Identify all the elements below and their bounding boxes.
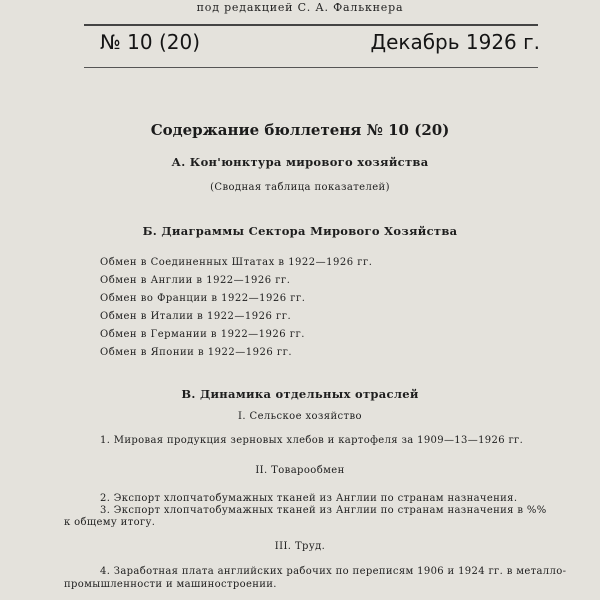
toc-item-3-continuation: к общему итогу. [64,517,156,528]
subsection-trade-title: II. Товарообмен [255,465,345,476]
section-b-title: Б. Диаграммы Сектора Мирового Хозяйства [142,224,458,238]
toc-title: Содержание бюллетеня № 10 (20) [150,121,450,139]
subsection-agriculture-title: I. Сельское хозяйство [238,411,362,422]
section-v-title: В. Динамика отдельных отраслей [181,387,419,401]
list-item: Обмен в Германии в 1922—1926 гг. [100,329,305,340]
section-a-note: (Сводная таблица показателей) [210,182,390,193]
list-item: Обмен во Франции в 1922—1926 гг. [100,293,306,304]
editor-line: под редакцией С. А. Фалькнера [196,1,404,14]
header-rule-top [84,24,538,26]
issue-number: № 10 (20) [100,30,201,54]
subsection-labor-title: III. Труд. [274,541,326,552]
section-a-title: А. Кон'юнктура мирового хозяйства [171,155,429,169]
toc-item-4-continuation: промышленности и машиностроении. [64,579,277,590]
toc-item-1: 1. Мировая продукция зерновых хлебов и картофеля за 1909—13—1926 гг. [100,435,524,446]
issue-date: Декабрь 1926 г. [370,30,540,54]
section-b-list [100,254,372,362]
toc-item-2: 2. Экспорт хлопчатобумажных тканей из Англии по странам назначения. [100,493,518,504]
toc-item-4: 4. Заработная плата английских рабочих по переписям 1906 и 1924 гг. в металло- [100,566,567,577]
list-item: Обмен в Италии в 1922—1926 гг. [100,311,292,322]
list-item: Обмен в Японии в 1922—1926 гг. [100,347,293,358]
issue-row [100,30,540,62]
toc-item-3: 3. Экспорт хлопчатобумажных тканей из Англии по странам назначения в %% [100,505,547,516]
list-item: Обмен в Англии в 1922—1926 гг. [100,275,291,286]
list-item: Обмен в Соединенных Штатах в 1922—1926 гг. [100,257,373,268]
header-rule-bottom [84,67,538,68]
